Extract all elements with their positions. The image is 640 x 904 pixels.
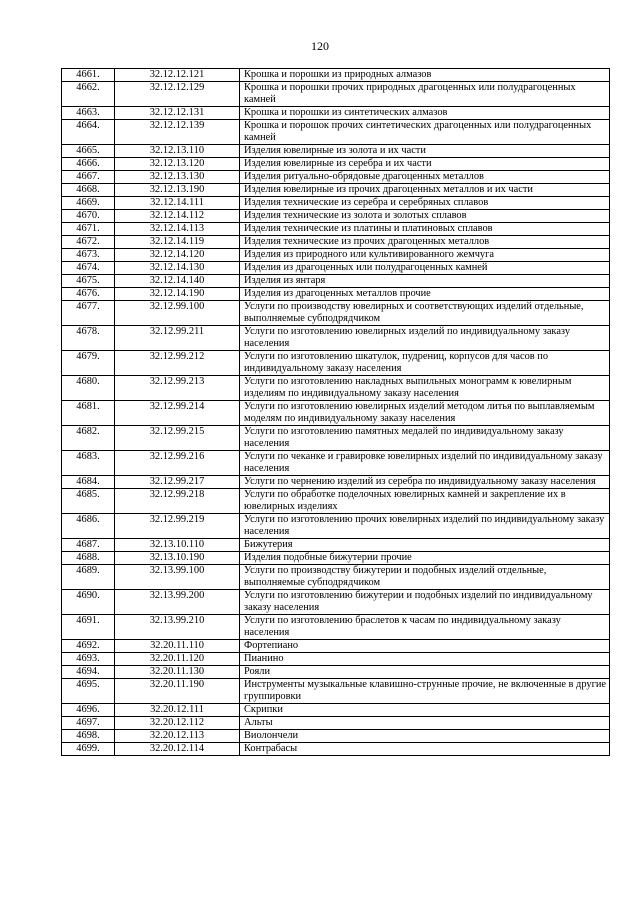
row-number: 4676. — [62, 288, 115, 301]
row-name: Изделия технические из серебра и серебряных сплавов — [240, 197, 610, 210]
row-number: 4695. — [62, 679, 115, 704]
row-code: 32.12.12.139 — [115, 120, 240, 145]
table-row — [62, 223, 610, 236]
row-name: Услуги по изготовлению прочих ювелирных изделий по индивидуальному заказу населения — [240, 514, 610, 539]
row-name: Крошка и порошки из синтетических алмазов — [240, 107, 610, 120]
row-code: 32.12.99.217 — [115, 476, 240, 489]
row-number: 4688. — [62, 552, 115, 565]
row-name: Изделия технические из прочих драгоценных металлов — [240, 236, 610, 249]
row-code: 32.12.99.213 — [115, 376, 240, 401]
row-code: 32.12.13.110 — [115, 145, 240, 158]
row-code: 32.12.99.212 — [115, 351, 240, 376]
row-name: Услуги по изготовлению накладных выпильных монограмм к ювелирным изделиям по индивидуальному заказу населения — [240, 376, 610, 401]
table-row — [62, 476, 610, 489]
row-number: 4670. — [62, 210, 115, 223]
row-number: 4684. — [62, 476, 115, 489]
table-row — [62, 107, 610, 120]
row-number: 4694. — [62, 666, 115, 679]
table-row — [62, 351, 610, 376]
table-row — [62, 717, 610, 730]
row-name: Изделия подобные бижутерии прочие — [240, 552, 610, 565]
table-row — [62, 679, 610, 704]
row-name: Услуги по изготовлению ювелирных изделий по индивидуальному заказу населения — [240, 326, 610, 351]
row-name: Изделия ритуально-обрядовые драгоценных металлов — [240, 171, 610, 184]
row-code: 32.20.11.130 — [115, 666, 240, 679]
row-code: 32.12.99.211 — [115, 326, 240, 351]
table-row — [62, 326, 610, 351]
row-name: Изделия из драгоценных или полудрагоценных камней — [240, 262, 610, 275]
table-row — [62, 249, 610, 262]
row-name: Изделия из природного или культивированного жемчуга — [240, 249, 610, 262]
row-code: 32.12.14.140 — [115, 275, 240, 288]
row-name: Инструменты музыкальные клавишно-струнные прочие, не включенные в другие группировки — [240, 679, 610, 704]
table-row — [62, 539, 610, 552]
table-row — [62, 262, 610, 275]
row-number: 4686. — [62, 514, 115, 539]
row-name: Контрабасы — [240, 743, 610, 756]
row-number: 4678. — [62, 326, 115, 351]
codes-table — [61, 68, 610, 756]
row-code: 32.20.12.111 — [115, 704, 240, 717]
row-name: Услуги по изготовлению бижутерии и подобных изделий по индивидуальному заказу населения — [240, 590, 610, 615]
row-number: 4669. — [62, 197, 115, 210]
row-name: Бижутерия — [240, 539, 610, 552]
row-code: 32.12.14.113 — [115, 223, 240, 236]
table-row — [62, 704, 610, 717]
row-number: 4681. — [62, 401, 115, 426]
row-number: 4664. — [62, 120, 115, 145]
row-number: 4661. — [62, 69, 115, 82]
row-code: 32.12.99.216 — [115, 451, 240, 476]
row-number: 4691. — [62, 615, 115, 640]
table-row — [62, 514, 610, 539]
row-code: 32.12.99.219 — [115, 514, 240, 539]
table-row — [62, 743, 610, 756]
row-name: Пианино — [240, 653, 610, 666]
table-row — [62, 653, 610, 666]
row-code: 32.12.14.130 — [115, 262, 240, 275]
row-number: 4666. — [62, 158, 115, 171]
row-name: Виолончели — [240, 730, 610, 743]
row-name: Услуги по чеканке и гравировке ювелирных изделий по индивидуальному заказу населения — [240, 451, 610, 476]
row-code: 32.12.12.129 — [115, 82, 240, 107]
row-name: Услуги по изготовлению браслетов к часам по индивидуальному заказу населения — [240, 615, 610, 640]
row-name: Услуги по изготовлению ювелирных изделий методом литья по выплавляемым моделям по индивидуальному заказу населения — [240, 401, 610, 426]
row-name: Рояли — [240, 666, 610, 679]
row-code: 32.20.11.120 — [115, 653, 240, 666]
table-row — [62, 275, 610, 288]
table-row — [62, 301, 610, 326]
row-name: Фортепиано — [240, 640, 610, 653]
table-row — [62, 236, 610, 249]
codes-table-body — [62, 69, 610, 756]
table-row — [62, 615, 610, 640]
row-code: 32.12.99.218 — [115, 489, 240, 514]
row-number: 4692. — [62, 640, 115, 653]
row-code: 32.20.12.114 — [115, 743, 240, 756]
row-name: Услуги по обработке поделочных ювелирных камней и закрепление их в ювелирных изделиях — [240, 489, 610, 514]
row-number: 4693. — [62, 653, 115, 666]
row-code: 32.12.13.120 — [115, 158, 240, 171]
row-code: 32.12.14.112 — [115, 210, 240, 223]
row-name: Услуги по изготовлению памятных медалей по индивидуальному заказу населения — [240, 426, 610, 451]
row-name: Изделия из драгоценных металлов прочие — [240, 288, 610, 301]
row-code: 32.13.10.110 — [115, 539, 240, 552]
row-number: 4698. — [62, 730, 115, 743]
row-number: 4699. — [62, 743, 115, 756]
row-number: 4689. — [62, 565, 115, 590]
row-code: 32.12.99.214 — [115, 401, 240, 426]
row-code: 32.20.11.110 — [115, 640, 240, 653]
row-number: 4675. — [62, 275, 115, 288]
row-code: 32.20.12.113 — [115, 730, 240, 743]
row-code: 32.12.99.100 — [115, 301, 240, 326]
row-number: 4668. — [62, 184, 115, 197]
table-row — [62, 376, 610, 401]
row-name: Изделия ювелирные из прочих драгоценных металлов и их части — [240, 184, 610, 197]
row-name: Изделия ювелирные из серебра и их части — [240, 158, 610, 171]
table-row — [62, 197, 610, 210]
row-code: 32.12.14.119 — [115, 236, 240, 249]
table-row — [62, 451, 610, 476]
table-row — [62, 640, 610, 653]
row-number: 4696. — [62, 704, 115, 717]
row-code: 32.12.14.120 — [115, 249, 240, 262]
table-row — [62, 552, 610, 565]
row-name: Изделия технические из золота и золотых сплавов — [240, 210, 610, 223]
row-code: 32.12.12.121 — [115, 69, 240, 82]
table-row — [62, 158, 610, 171]
row-number: 4683. — [62, 451, 115, 476]
row-number: 4680. — [62, 376, 115, 401]
row-code: 32.13.99.200 — [115, 590, 240, 615]
page-number: 120 — [311, 39, 329, 53]
row-name: Крошка и порошки из природных алмазов — [240, 69, 610, 82]
table-row — [62, 82, 610, 107]
row-code: 32.12.13.130 — [115, 171, 240, 184]
row-code: 32.20.12.112 — [115, 717, 240, 730]
table-row — [62, 401, 610, 426]
row-name: Крошка и порошки прочих природных драгоценных или полудрагоценных камней — [240, 82, 610, 107]
row-code: 32.12.14.190 — [115, 288, 240, 301]
row-name: Альты — [240, 717, 610, 730]
row-name: Услуги по производству ювелирных и соответствующих изделий отдельные, выполняемые субподрядчиком — [240, 301, 610, 326]
table-row — [62, 489, 610, 514]
row-code: 32.13.10.190 — [115, 552, 240, 565]
row-code: 32.12.99.215 — [115, 426, 240, 451]
table-row — [62, 184, 610, 197]
row-name: Изделия ювелирные из золота и их части — [240, 145, 610, 158]
row-number: 4682. — [62, 426, 115, 451]
row-number: 4671. — [62, 223, 115, 236]
row-name: Крошка и порошок прочих синтетических драгоценных или полудрагоценных камней — [240, 120, 610, 145]
table-row — [62, 666, 610, 679]
row-name: Услуги по чернению изделий из серебра по индивидуальному заказу населения — [240, 476, 610, 489]
row-number: 4674. — [62, 262, 115, 275]
table-row — [62, 171, 610, 184]
row-number: 4685. — [62, 489, 115, 514]
row-number: 4662. — [62, 82, 115, 107]
row-name: Скрипки — [240, 704, 610, 717]
row-number: 4697. — [62, 717, 115, 730]
table-row — [62, 590, 610, 615]
row-number: 4665. — [62, 145, 115, 158]
row-code: 32.12.12.131 — [115, 107, 240, 120]
table-row — [62, 565, 610, 590]
row-name: Изделия из янтаря — [240, 275, 610, 288]
row-code: 32.12.14.111 — [115, 197, 240, 210]
row-number: 4687. — [62, 539, 115, 552]
table-row — [62, 426, 610, 451]
table-row — [62, 730, 610, 743]
row-number: 4672. — [62, 236, 115, 249]
row-code: 32.12.13.190 — [115, 184, 240, 197]
row-number: 4673. — [62, 249, 115, 262]
row-number: 4690. — [62, 590, 115, 615]
row-code: 32.13.99.100 — [115, 565, 240, 590]
row-name: Услуги по изготовлению шкатулок, пудрениц, корпусов для часов по индивидуальному заказу населения — [240, 351, 610, 376]
row-code: 32.20.11.190 — [115, 679, 240, 704]
table-row — [62, 145, 610, 158]
row-number: 4667. — [62, 171, 115, 184]
table-row — [62, 288, 610, 301]
table-row — [62, 120, 610, 145]
row-name: Услуги по производству бижутерии и подобных изделий отдельные, выполняемые субподрядчиком — [240, 565, 610, 590]
row-number: 4663. — [62, 107, 115, 120]
table-row — [62, 210, 610, 223]
row-name: Изделия технические из платины и платиновых сплавов — [240, 223, 610, 236]
row-number: 4679. — [62, 351, 115, 376]
row-number: 4677. — [62, 301, 115, 326]
row-code: 32.13.99.210 — [115, 615, 240, 640]
table-row — [62, 69, 610, 82]
